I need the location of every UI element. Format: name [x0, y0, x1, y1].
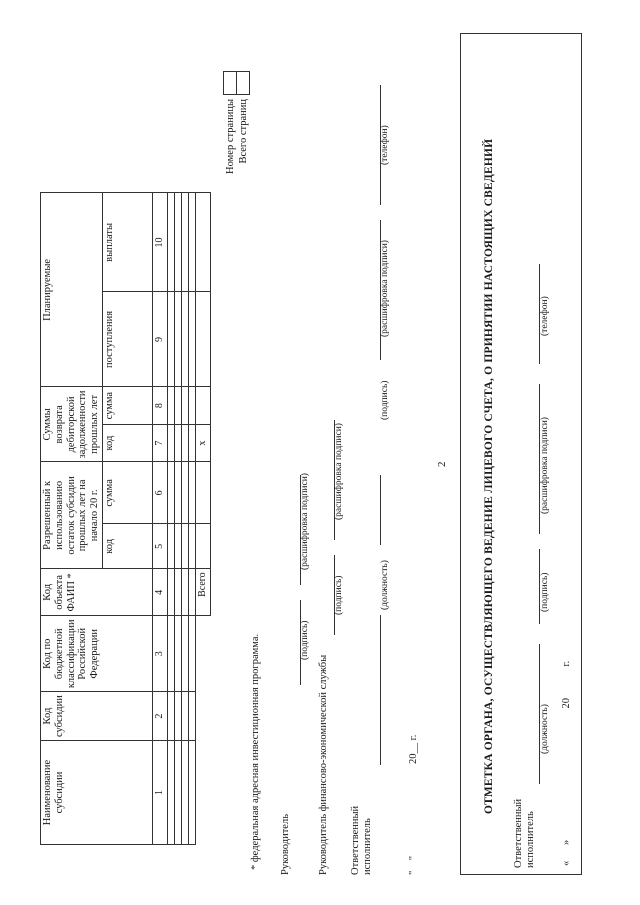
subsidy-table	[40, 192, 211, 845]
column-number: 5	[152, 524, 167, 569]
subheader-code: код	[102, 424, 152, 461]
executor-phone-caption: (телефон)	[380, 125, 390, 165]
executor-signature-line	[380, 475, 381, 545]
page-number: 2	[436, 461, 448, 467]
header-subsidy-code: Код субсидии	[41, 692, 153, 741]
column-number: 4	[152, 569, 167, 616]
column-number: 9	[152, 292, 167, 387]
finance-decoding-caption: (расшифровка подписи)	[334, 423, 344, 520]
total-pages-box	[237, 71, 250, 94]
subheader-code: код	[102, 524, 152, 569]
head-signature-caption: (подпись)	[300, 620, 310, 660]
header-subsidy-name: Наименование субсидии	[41, 741, 153, 845]
header-planned: Планируемые	[41, 193, 103, 387]
subheader-sum: сумма	[102, 387, 152, 424]
head-decoding-caption: (расшифровка подписи)	[300, 473, 310, 570]
total-label: Всего	[195, 569, 210, 616]
table-row	[174, 193, 181, 845]
total-x: x	[195, 424, 210, 461]
stamp-executor-label: Ответственный исполнитель	[513, 798, 537, 868]
page-number-box	[224, 71, 237, 94]
page-number-label: Номер страницы	[224, 98, 236, 174]
executor-position-caption: (должность)	[380, 560, 390, 610]
header-faip-code: Код объекта ФАИП *	[41, 569, 153, 616]
header-return-sums: Суммы возврата дебиторской задолженности прошлых лет	[41, 387, 103, 462]
subheader-payments: выплаты	[102, 193, 152, 292]
stamp-phone-caption: (телефон)	[540, 296, 550, 336]
column-number: 3	[152, 616, 167, 692]
stamp-title: ОТМЕТКА ОРГАНА, ОСУЩЕСТВЛЯЮЩЕГО ВЕДЕНИЕ ЛИЦЕВОГО СЧЕТА, О ПРИНЯТИИ НАСТОЯЩИХ СВЕДЕНИЙ	[483, 138, 495, 814]
executor-decoding-caption: (расшифровка подписи)	[380, 240, 390, 337]
column-number: 6	[152, 462, 167, 524]
stamp-signature-caption: (подпись)	[540, 572, 550, 612]
column-number: 2	[152, 692, 167, 741]
column-number: 7	[152, 424, 167, 461]
acceptance-stamp-box	[460, 33, 582, 875]
stamp-position-caption: (должность)	[540, 704, 550, 754]
executor-signature-caption: (подпись)	[380, 380, 390, 420]
finance-head-label: Руководитель финансово-экономической службы	[318, 654, 329, 875]
column-number: 10	[152, 193, 167, 292]
table-row	[188, 193, 195, 845]
stamp-decoding-caption: (расшифровка подписи)	[540, 417, 550, 514]
subheader-receipts: поступления	[102, 292, 152, 387]
stamp-date-line: « » 20 г.	[561, 660, 572, 866]
total-pages-label: Всего страниц	[237, 98, 249, 164]
column-number: 8	[152, 387, 167, 424]
executor-label: Ответственный исполнитель	[350, 805, 374, 875]
finance-signature-caption: (подпись)	[334, 575, 344, 615]
column-number: 1	[152, 741, 167, 845]
header-budget-code: Код по бюджетной классификации Российской Федерации	[41, 616, 153, 692]
table-row	[181, 193, 188, 845]
total-row	[195, 193, 210, 845]
header-allowed-remainder: Разрешенный к использованию остаток субсидии прошлых лет на начало 20 г.	[41, 462, 103, 569]
date-line: " " 20__ г.	[408, 734, 419, 875]
head-label: Руководитель	[280, 814, 291, 875]
footnote: * федеральная адресная инвестиционная программа.	[250, 633, 261, 870]
page-info	[223, 71, 250, 177]
table-row	[167, 193, 174, 845]
subheader-sum: сумма	[102, 462, 152, 524]
executor-position-line	[380, 615, 381, 765]
